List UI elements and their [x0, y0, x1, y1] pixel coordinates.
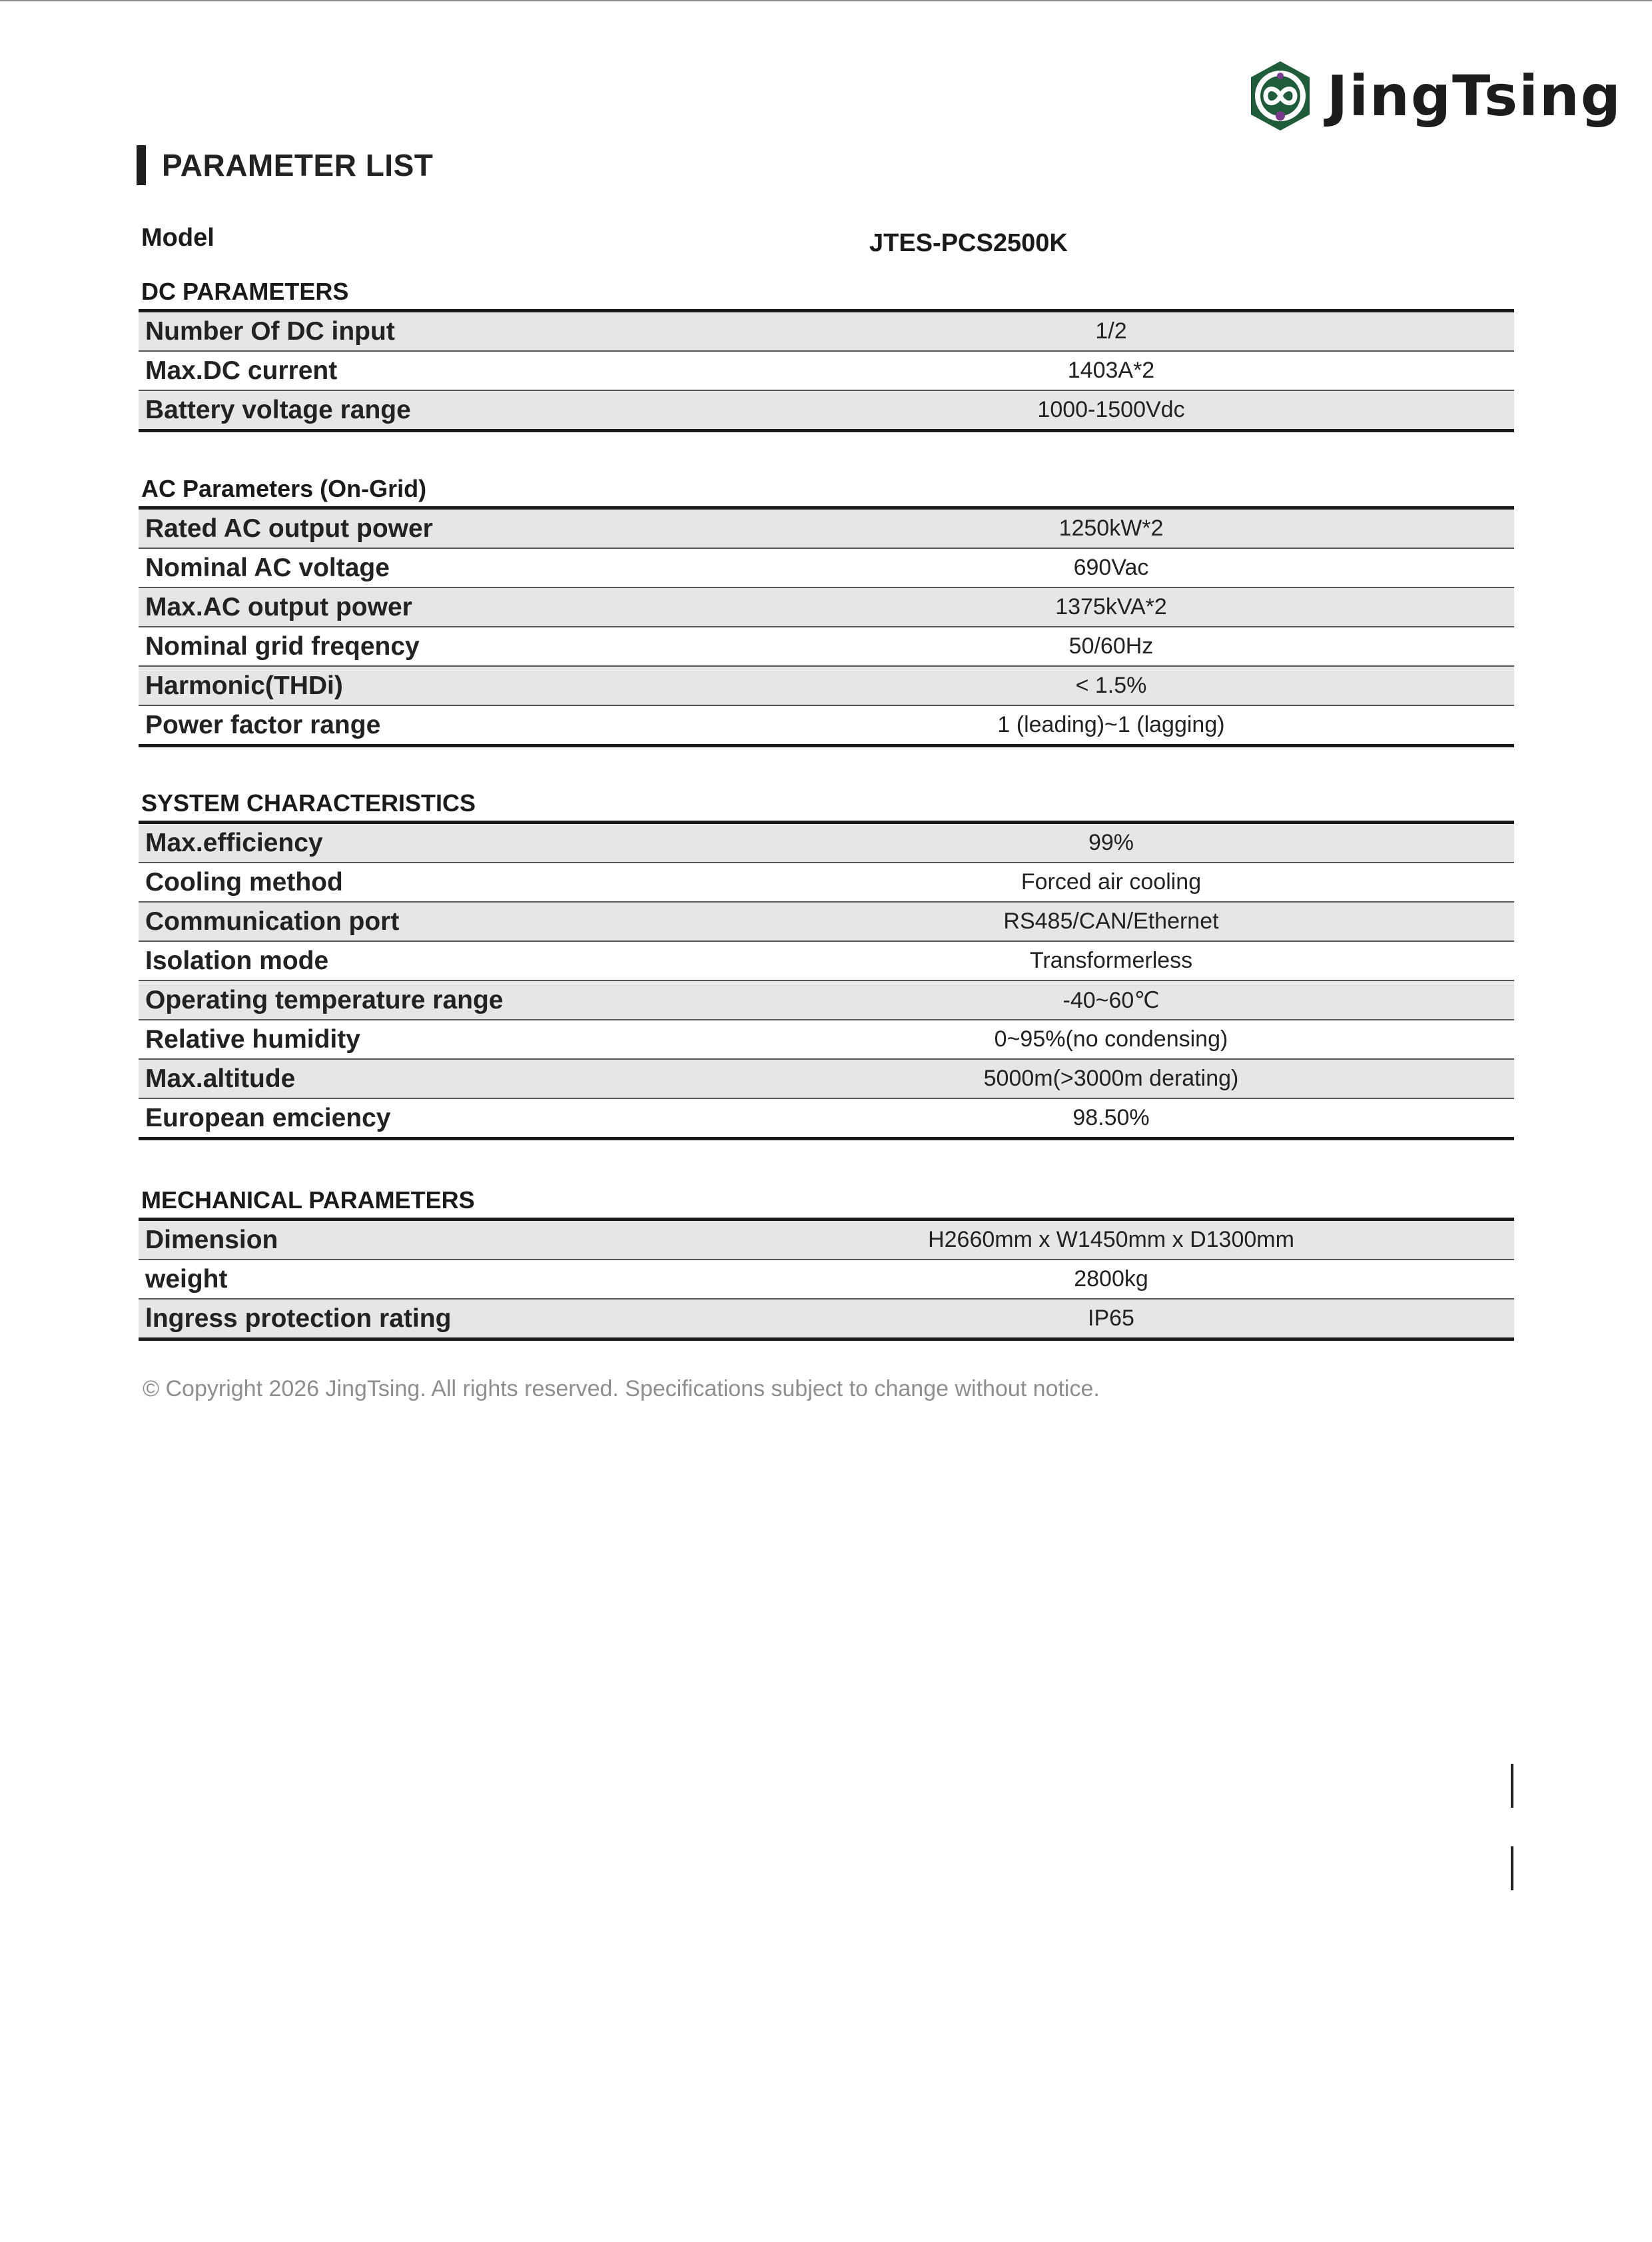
param-value: 2800kg [1074, 1266, 1148, 1292]
model-value: JTES-PCS2500K [869, 229, 1068, 257]
param-label: Isolation mode [139, 941, 811, 980]
edge-mark [1511, 1846, 1513, 1890]
ac-parameters-table [139, 506, 1514, 747]
table-row [139, 1220, 1514, 1260]
param-label: Communication port [139, 902, 811, 941]
section-title: MECHANICAL PARAMETERS [141, 1186, 475, 1214]
section-title: SYSTEM CHARACTERISTICS [141, 789, 476, 817]
param-label: Harmonic(THDi) [139, 666, 811, 705]
mechanical-parameters-section [139, 1183, 1514, 1341]
param-value: 98.50% [1072, 1105, 1150, 1130]
param-label: Dimension [139, 1220, 811, 1260]
infinity-badge-icon [1246, 59, 1315, 133]
table-row [139, 1098, 1514, 1139]
table-row [139, 351, 1514, 390]
param-value: 1000-1500Vdc [1037, 397, 1185, 422]
param-value: 99% [1088, 830, 1134, 855]
param-label: Max.efficiency [139, 823, 811, 863]
section-title: DC PARAMETERS [141, 278, 349, 305]
param-value: 1403A*2 [1067, 358, 1155, 383]
param-label: Relative humidity [139, 1020, 811, 1059]
brand-name: JingTsing [1327, 63, 1622, 129]
table-row [139, 666, 1514, 705]
table-row [139, 980, 1514, 1020]
ac-parameters-section [139, 472, 1514, 747]
table-row [139, 508, 1514, 549]
table-row [139, 587, 1514, 627]
top-rule [0, 0, 1652, 1]
table-row [139, 941, 1514, 980]
param-label: European emciency [145, 1103, 391, 1132]
table-row [139, 1020, 1514, 1059]
param-value: 5000m(>3000m derating) [983, 1066, 1239, 1091]
param-value: < 1.5% [1075, 673, 1147, 698]
param-label: Cooling method [139, 863, 811, 902]
param-label: Rated AC output power [139, 508, 811, 549]
param-label: Nominal grid freqency [139, 627, 811, 666]
page-title [137, 145, 433, 185]
param-label: Max.AC output power [139, 587, 811, 627]
table-row [139, 390, 1514, 431]
system-characteristics-section [139, 786, 1514, 1140]
mechanical-parameters-table [139, 1218, 1514, 1341]
param-label: Nominal AC voltage [139, 548, 811, 587]
table-row [139, 548, 1514, 587]
param-label: lngress protection rating [139, 1299, 811, 1339]
dc-parameters-section [139, 274, 1514, 432]
param-value: Forced air cooling [1021, 869, 1202, 895]
table-row [139, 1260, 1514, 1299]
param-value: IP65 [1088, 1306, 1134, 1331]
param-value: 1/2 [1095, 318, 1127, 344]
table-row [139, 311, 1514, 352]
param-value: -40~60℃ [1062, 987, 1160, 1013]
table-row [139, 902, 1514, 941]
param-label: Max.DC current [139, 351, 811, 390]
param-value: 50/60Hz [1068, 633, 1154, 659]
model-label: Model [141, 224, 214, 252]
table-row [139, 627, 1514, 666]
table-row [139, 1299, 1514, 1339]
param-label: Operating temperature range [139, 980, 811, 1020]
param-value: Transformerless [1029, 948, 1193, 973]
title-accent-bar [137, 145, 146, 185]
brand-logo [1246, 59, 1622, 133]
param-label: Power factor range [145, 710, 381, 739]
page-title-text: PARAMETER LIST [162, 148, 434, 183]
param-label: weight [139, 1260, 811, 1299]
param-value: 1 (leading)~1 (lagging) [997, 712, 1225, 737]
dc-parameters-table [139, 309, 1514, 432]
param-label: Number Of DC input [139, 311, 811, 352]
param-label: Battery voltage range [139, 390, 811, 431]
table-row [139, 705, 1514, 746]
edge-mark [1511, 1764, 1513, 1808]
table-row [139, 1059, 1514, 1098]
param-value: 1375kVA*2 [1055, 594, 1167, 619]
param-value: 690Vac [1073, 555, 1149, 580]
param-value: 0~95%(no condensing) [994, 1026, 1228, 1052]
table-row [139, 823, 1514, 863]
table-row [139, 863, 1514, 902]
param-value: H2660mm x W1450mm x D1300mm [928, 1227, 1294, 1252]
param-label: Max.altitude [139, 1059, 811, 1098]
system-characteristics-table [139, 821, 1514, 1140]
param-value: RS485/CAN/Ethernet [1003, 909, 1219, 934]
copyright-notice: © Copyright 2026 JingTsing. All rights reserved. Specifications subject to change without notice. [143, 1376, 1100, 1401]
section-title: AC Parameters (On-Grid) [141, 475, 427, 502]
param-value: 1250kW*2 [1058, 516, 1164, 541]
